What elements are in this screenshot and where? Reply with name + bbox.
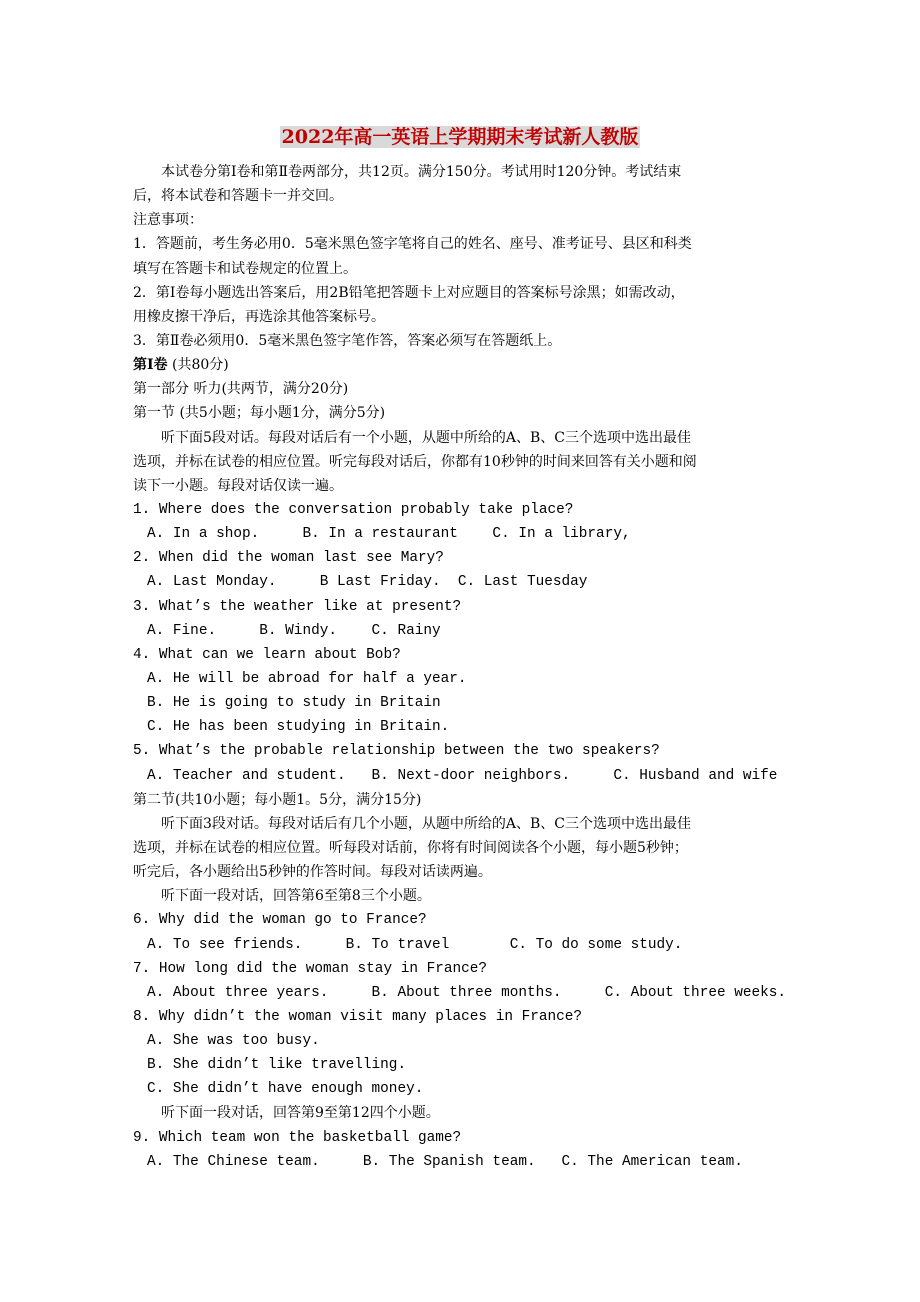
question-options: A. To see friends. B. To travel C. To do some study.	[147, 936, 683, 953]
question-stem: 5. What’s the probable relationship between the two speakers?	[133, 743, 660, 760]
question-stem: 3. What’s the weather like at present?	[133, 598, 462, 615]
question-option: A. She was too busy.	[147, 1033, 320, 1050]
question-options: A. Fine. B. Windy. C. Rainy	[147, 622, 441, 639]
instruction-line: 听下面3段对话。每段对话后有几个小题，从题中所给的A、B、C三个选项中选出最佳	[161, 815, 692, 832]
question-option: C. She didn’t have enough money.	[147, 1081, 424, 1098]
question-stem: 4. What can we learn about Bob?	[133, 646, 401, 663]
volume-label: 第Ⅰ卷	[133, 357, 168, 374]
section-heading: 第一节 (共5小题；每小题1分，满分5分)	[133, 405, 386, 422]
question-options: A. The Chinese team. B. The Spanish team. C. The American team.	[147, 1153, 743, 1170]
notes-heading: 注意事项：	[133, 212, 203, 229]
page-title: 2022年高一英语上学期期末考试新人教版	[281, 126, 639, 148]
question-options: A. About three years. B. About three months. C. About three weeks.	[147, 984, 787, 1001]
document-body	[133, 160, 793, 1174]
intro-line: 本试卷分第Ⅰ卷和第Ⅱ卷两部分，共12页。满分150分。考试用时120分钟。考试结束	[161, 164, 682, 180]
note-line: 填写在答题卡和试卷规定的位置上。	[133, 260, 357, 277]
note-line: 1．答题前，考生务必用0．5毫米黑色签字笔将自己的姓名、座号、准考证号、县区和科类	[133, 236, 692, 253]
question-option: A. He will be abroad for half a year.	[147, 670, 467, 687]
note-line: 2．第Ⅰ卷每小题选出答案后，用2B铅笔把答题卡上对应题目的答案标号涂黑；如需改动，	[133, 284, 685, 301]
instruction-line: 听完后，各小题给出5秒钟的作答时间。每段对话读两遍。	[133, 864, 492, 881]
dialogue-instruction: 听下面一段对话，回答第9至第12四个小题。	[161, 1105, 440, 1122]
instruction-line: 选项，并标在试卷的相应位置。听每段对话前，你将有时间阅读各个小题，每小题5秒钟；	[133, 839, 688, 856]
intro-line: 后，将本试卷和答题卡一并交回。	[133, 188, 343, 205]
question-option: B. He is going to study in Britain	[147, 695, 441, 712]
section-heading: 第二节(共10小题；每小题1。5分，满分15分)	[133, 791, 422, 808]
question-options: A. Teacher and student. B. Next-door neighbors. C. Husband and wife	[147, 767, 778, 784]
question-stem: 1. Where does the conversation probably take place?	[133, 501, 574, 518]
question-options: A. Last Monday. B Last Friday. C. Last Tuesday	[147, 574, 588, 591]
question-stem: 8. Why didn’t the woman visit many places in France?	[133, 1008, 583, 1025]
volume-heading	[133, 353, 793, 377]
question-stem: 7. How long did the woman stay in France?	[133, 960, 488, 977]
instruction-line: 听下面5段对话。每段对话后有一个小题，从题中所给的A、B、C三个选项中选出最佳	[161, 429, 692, 446]
question-option: C. He has been studying in Britain.	[147, 719, 450, 736]
dialogue-instruction: 听下面一段对话，回答第6至第8三个小题。	[161, 888, 431, 905]
question-options: A. In a shop. B. In a restaurant C. In a library,	[147, 526, 631, 543]
question-option: B. She didn’t like travelling.	[147, 1057, 407, 1074]
volume-detail: (共80分)	[167, 357, 229, 374]
question-stem: 9. Which team won the basketball game?	[133, 1129, 462, 1146]
question-stem: 6. Why did the woman go to France?	[133, 912, 427, 929]
instruction-line: 选项，并标在试卷的相应位置。听完每段对话后，你都有10秒钟的时间来回答有关小题和阅	[133, 453, 697, 470]
instruction-line: 读下一小题。每段对话仅读一遍。	[133, 477, 343, 494]
question-stem: 2. When did the woman last see Mary?	[133, 550, 444, 567]
note-line: 用橡皮擦干净后，再选涂其他答案标号。	[133, 308, 385, 325]
part-heading: 第一部分 听力(共两节，满分20分)	[133, 381, 349, 398]
note-line: 3．第Ⅱ卷必须用0．5毫米黑色签字笔作答，答案必须写在答题纸上。	[133, 332, 562, 349]
